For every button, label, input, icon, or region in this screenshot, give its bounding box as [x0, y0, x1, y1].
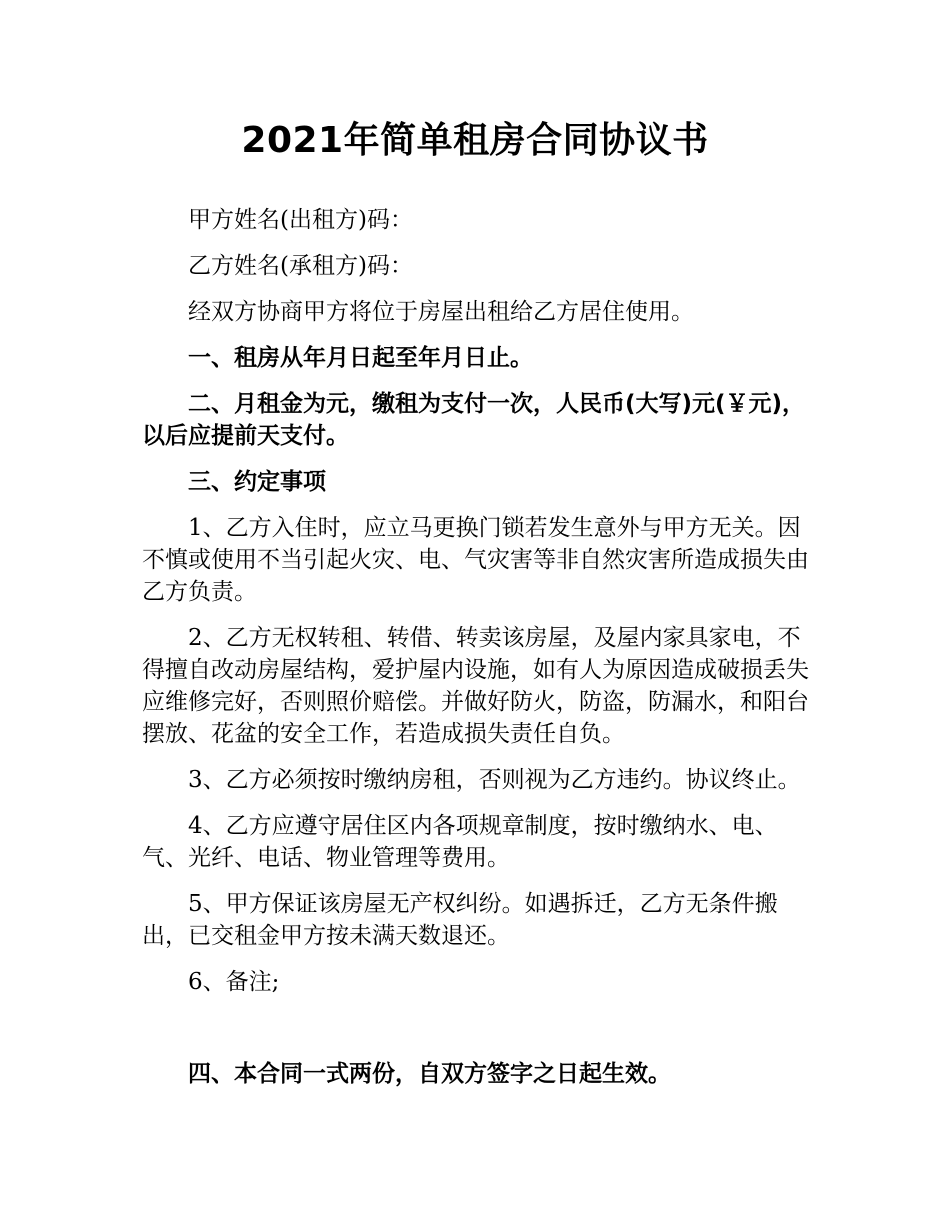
blank-space — [142, 1012, 814, 1058]
party-b-name-line: 乙方姓名(承租方)码： — [188, 253, 413, 279]
agreed-item-1: 1、乙方入住时，应立马更换门锁若发生意外与甲方无关。因不慎或使用不当引起火灾、电、气灾害等非自然灾害所造成损失由乙方负责。 — [142, 515, 809, 605]
agreed-item-2: 2、乙方无权转租、转借、转卖该房屋，及屋内家具家电，不得擅自改动房屋结构，爱护屋内设施，如有人为原因造成破损丢失应维修完好，否则照价赔偿。并做好防火，防盗，防漏水，和阳台摆放、花盆的安全工作，若造成损失责任自负。 — [142, 625, 809, 747]
clause-four-effective: 四、本合同一式两份，自双方签字之日起生效。 — [188, 1061, 671, 1087]
document-title: 2021年简单租房合同协议书 — [241, 120, 709, 161]
clause-one-term: 一、租房从年月日起至年月日止。 — [188, 345, 533, 371]
agreed-item-6-remarks: 6、备注; — [188, 969, 280, 995]
agreed-item-3: 3、乙方必须按时缴纳房租，否则视为乙方违约。协议终止。 — [188, 767, 801, 793]
clause-three-heading: 三、约定事项 — [188, 469, 326, 495]
clause-two-rent: 二、月租金为元，缴租为支付一次，人民币(大写)元(￥元)，以后应提前天支付。 — [142, 391, 806, 449]
agreed-item-4: 4、乙方应遵守居住区内各项规章制度，按时缴纳水、电、气、光纤、电话、物业管理等费用。 — [142, 813, 778, 871]
intro-paragraph: 经双方协商甲方将位于房屋出租给乙方居住使用。 — [188, 299, 694, 325]
document-body — [142, 204, 814, 1104]
party-a-name-line: 甲方姓名(出租方)码： — [188, 207, 413, 233]
agreed-item-5: 5、甲方保证该房屋无产权纠纷。如遇拆迁，乙方无条件搬出，已交租金甲方按未满天数退还。 — [142, 891, 778, 949]
